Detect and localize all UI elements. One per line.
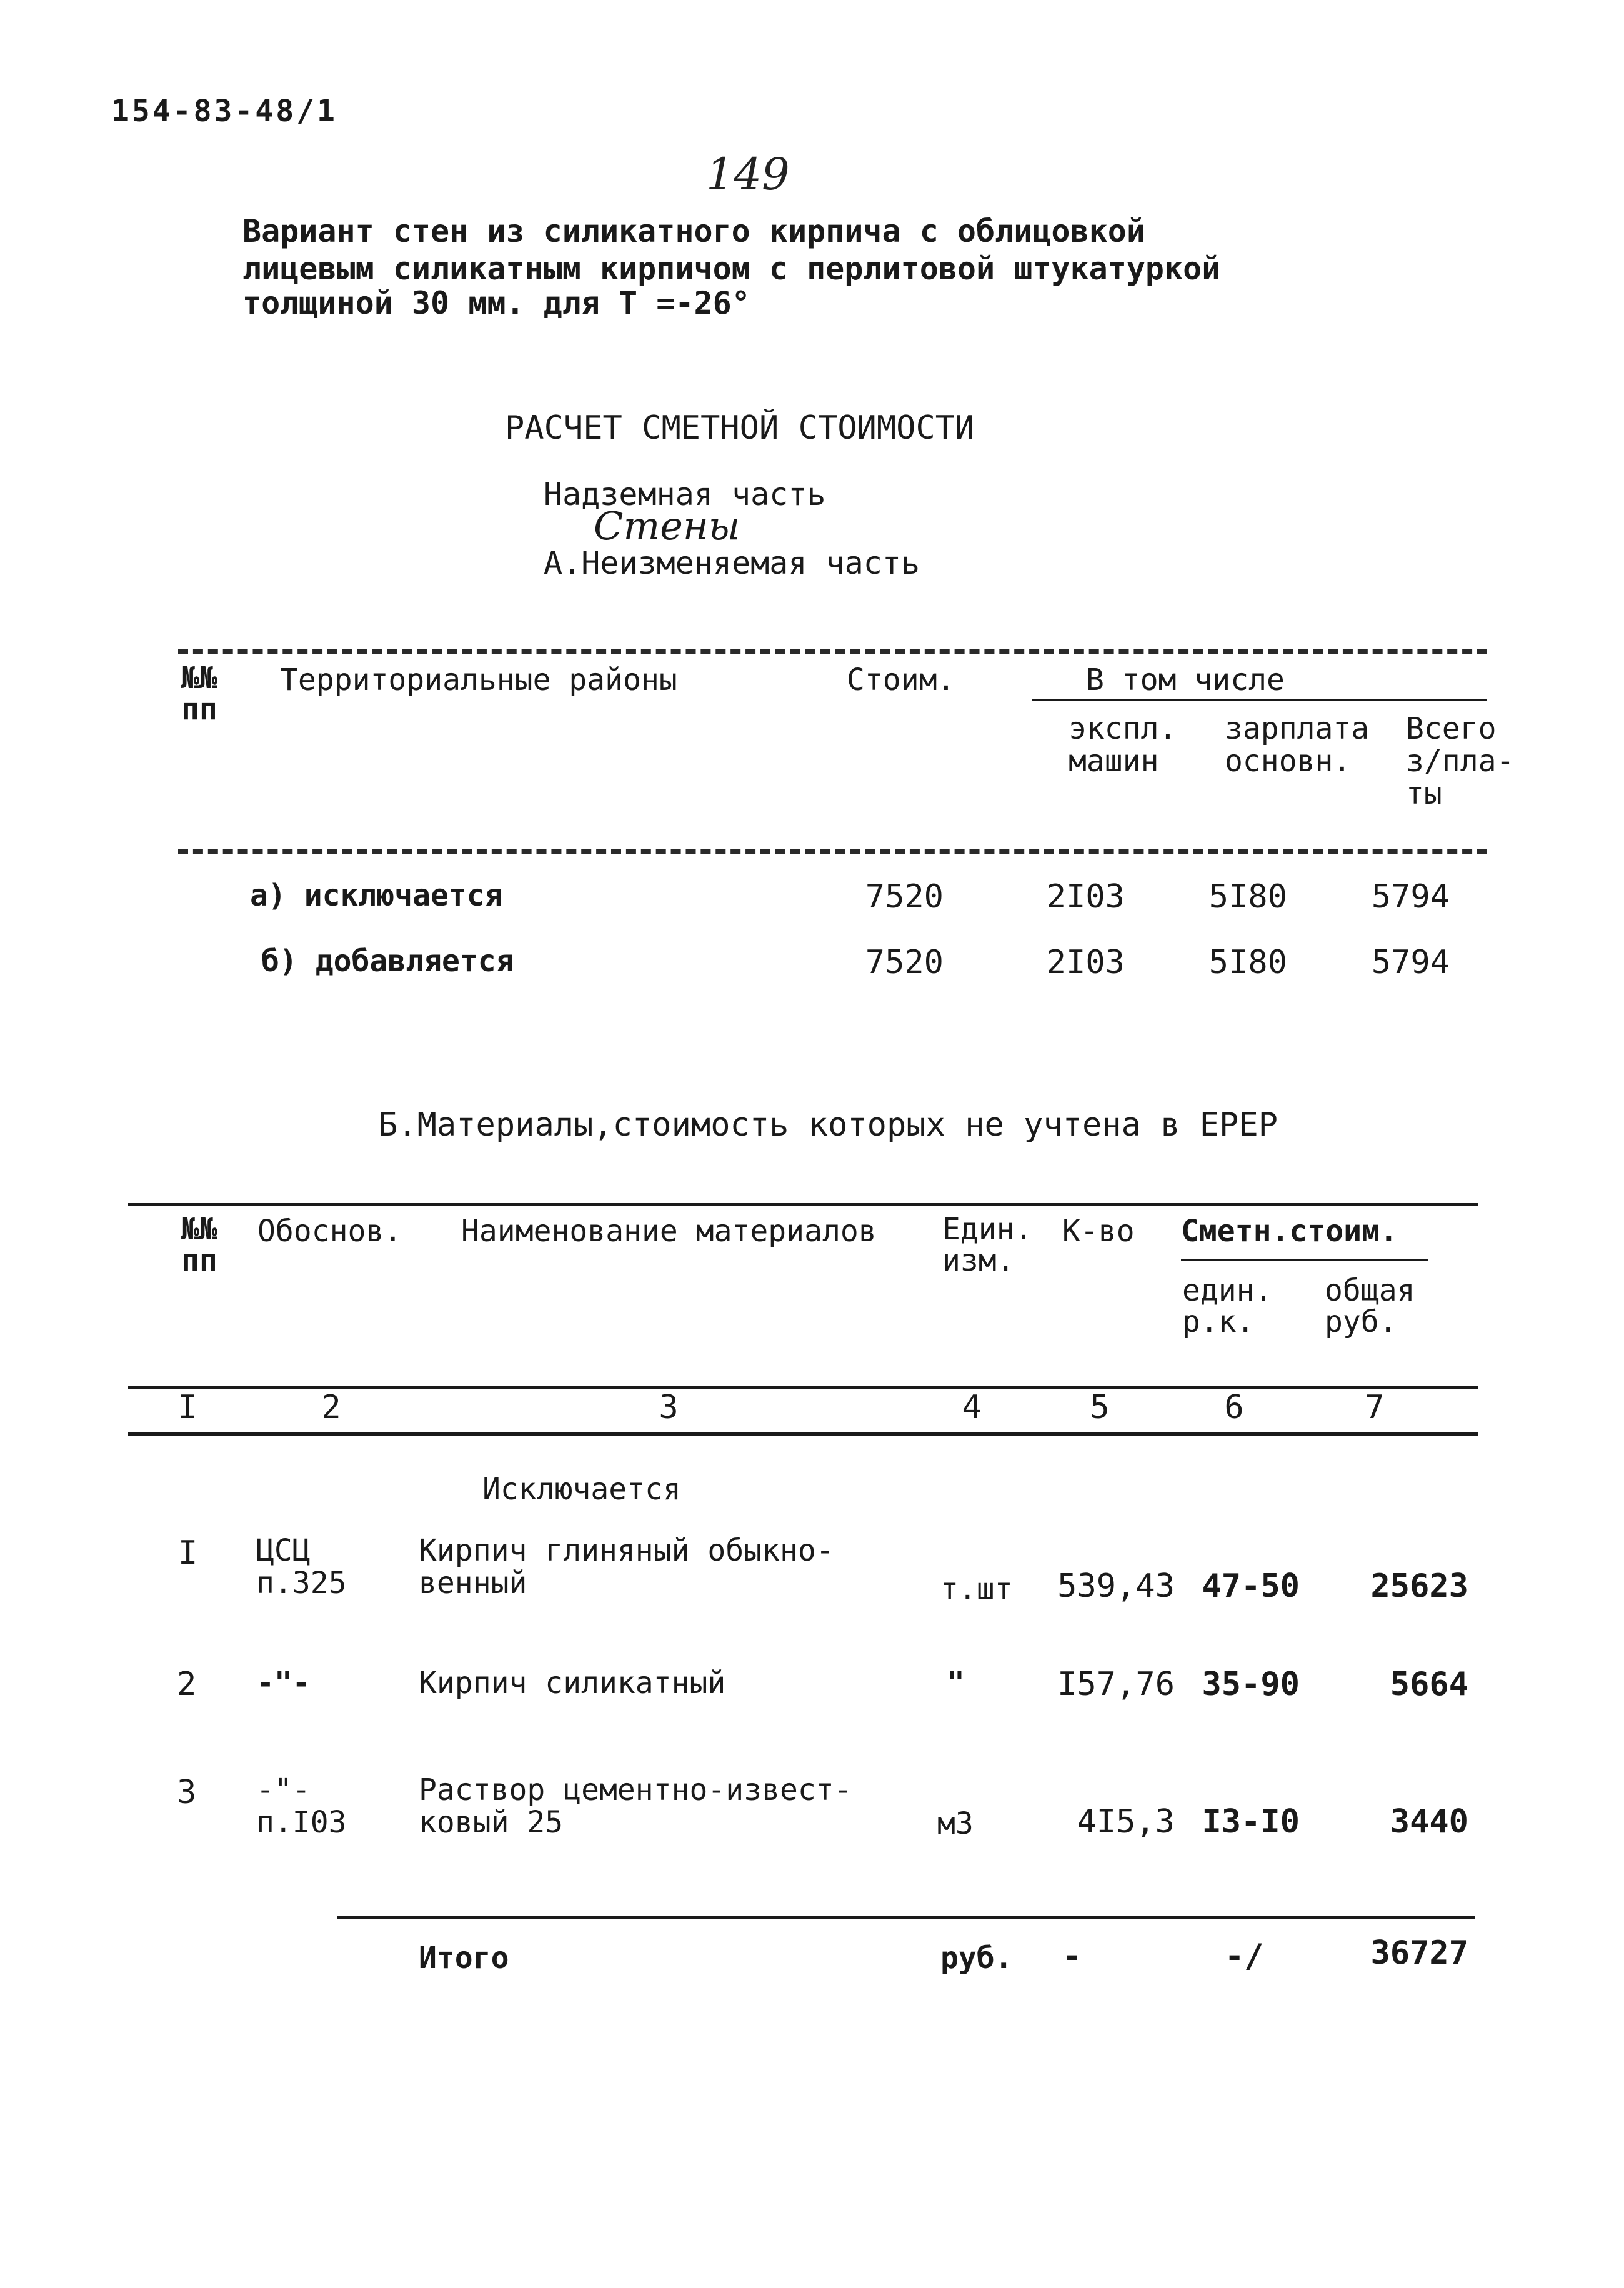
table-b-row-name: Раствор цементно-извест- ковый 25 bbox=[419, 1772, 852, 1840]
table-a-row-cost: 7520 bbox=[865, 944, 944, 981]
table-b-header-qty: К-во bbox=[1062, 1214, 1135, 1249]
table-b-row-unit: м3 bbox=[937, 1806, 974, 1841]
section-b-title: Б.Материалы,стоимость которых не учтена в ЕРЕР bbox=[378, 1106, 1278, 1144]
table-b-header-cost: Сметн.стоим. bbox=[1181, 1214, 1398, 1249]
table-a-row-exploit: 2I03 bbox=[1046, 944, 1125, 981]
table-b-row-basis: -"- п.I03 bbox=[256, 1772, 347, 1840]
table-b-header-num: №№ пп bbox=[181, 1212, 217, 1278]
table-b-row-num: I bbox=[178, 1534, 198, 1572]
table-b-header-unit-cost: един. р.к. bbox=[1182, 1273, 1273, 1339]
table-a-header-total-wages: Всего з/пла- ты bbox=[1406, 711, 1515, 811]
table-a-row-wages: 5I80 bbox=[1208, 878, 1287, 916]
section-a-title: А.Неизменяемая часть bbox=[544, 545, 920, 581]
table-b-header-basis: Обоснов. bbox=[257, 1214, 402, 1249]
table-b-group-label: Исключается bbox=[482, 1472, 681, 1507]
table-a-incl-rule bbox=[1032, 699, 1487, 701]
table-b-total-qty: - bbox=[1062, 1937, 1082, 1975]
table-b-row-basis: ЦСЦ п.325 bbox=[256, 1533, 347, 1601]
table-b-total-label: Итого bbox=[419, 1941, 509, 1976]
table-b-colnum-7: 7 bbox=[1365, 1389, 1385, 1426]
table-b-header-unit: Един. изм. bbox=[942, 1212, 1033, 1278]
table-b-row-total: 3440 bbox=[1390, 1803, 1468, 1841]
table-b-row-unit: " bbox=[947, 1666, 965, 1701]
table-b-header-total-cost: общая руб. bbox=[1325, 1273, 1415, 1339]
intro-line-2: лицевым силикатным кирпичом с перлитовой штукатуркой bbox=[242, 251, 1221, 287]
table-b-row-basis: -"- bbox=[256, 1666, 311, 1701]
table-b-colnum-2: 2 bbox=[321, 1389, 341, 1426]
table-a-header-cost: Стоим. bbox=[847, 662, 955, 697]
table-b-row-name: Кирпич глиняный обыкно- венный bbox=[419, 1533, 834, 1601]
handwritten-note: Стены bbox=[594, 503, 740, 549]
table-b-colnum-6: 6 bbox=[1224, 1389, 1244, 1426]
table-a-row-cost: 7520 bbox=[865, 878, 944, 916]
table-a-row-wages: 5I80 bbox=[1208, 944, 1287, 981]
table-b-total-unit-cost: -/ bbox=[1225, 1937, 1264, 1975]
table-b-row-qty: 539,43 bbox=[1057, 1567, 1175, 1605]
document-code: 154-83-48/1 bbox=[111, 94, 337, 129]
subtitle: Надземная часть bbox=[544, 476, 826, 512]
table-a-header-incl: В том числе bbox=[1086, 662, 1285, 697]
table-a-row-label: а) исключается bbox=[250, 878, 503, 913]
intro-line-3: толщиной 30 мм. для Т =-26° bbox=[242, 285, 750, 321]
table-b-row-num: 3 bbox=[177, 1774, 197, 1811]
table-b-row-unit: т.шт bbox=[940, 1572, 1013, 1607]
table-b-row-num: 2 bbox=[177, 1666, 197, 1703]
table-b-total-value: 36727 bbox=[1370, 1934, 1468, 1972]
table-a-header-num: №№ пп bbox=[181, 661, 217, 727]
table-a-top-rule bbox=[178, 649, 1487, 654]
table-a-row-label: б) добавляется bbox=[261, 944, 514, 979]
table-b-colnum-1: I bbox=[177, 1389, 197, 1426]
table-a-row-total: 5794 bbox=[1371, 878, 1450, 916]
table-b-colnum-3: 3 bbox=[659, 1389, 679, 1426]
table-b-row-total: 5664 bbox=[1390, 1666, 1468, 1703]
table-a-header-regions: Территориальные районы bbox=[280, 662, 677, 697]
table-b-row-qty: I57,76 bbox=[1057, 1666, 1175, 1703]
table-a-header-wages: зарплата основн. bbox=[1225, 711, 1370, 779]
table-a-row-total: 5794 bbox=[1371, 944, 1450, 981]
table-b-header-name: Наименование материалов bbox=[461, 1214, 877, 1249]
table-b-row-unit-cost: I3-I0 bbox=[1202, 1803, 1300, 1841]
table-b-colnum-5: 5 bbox=[1090, 1389, 1110, 1426]
table-b-row-name: Кирпич силикатный bbox=[419, 1666, 726, 1701]
table-a-header-rule bbox=[178, 849, 1487, 854]
table-b-total-rule bbox=[337, 1916, 1475, 1919]
intro-line-1: Вариант стен из силикатного кирпича с облицовкой bbox=[242, 213, 1145, 249]
page-title: РАСЧЕТ СМЕТНОЙ СТОИМОСТИ bbox=[505, 409, 975, 447]
page-number: 149 bbox=[706, 149, 790, 200]
table-b-row-unit-cost: 35-90 bbox=[1202, 1666, 1300, 1703]
table-b-cost-rule bbox=[1181, 1259, 1428, 1261]
table-b-row-unit-cost: 47-50 bbox=[1202, 1567, 1300, 1605]
table-a-row-exploit: 2I03 bbox=[1046, 878, 1125, 916]
table-b-total-unit: руб. bbox=[940, 1941, 1013, 1976]
table-b-colnum-4: 4 bbox=[962, 1389, 982, 1426]
table-b-colnum-rule bbox=[128, 1432, 1478, 1436]
table-a-header-exploit: экспл. машин bbox=[1069, 711, 1177, 779]
table-b-top-rule bbox=[128, 1203, 1478, 1206]
table-b-row-total: 25623 bbox=[1370, 1567, 1468, 1605]
table-b-row-qty: 4I5,3 bbox=[1077, 1803, 1175, 1841]
